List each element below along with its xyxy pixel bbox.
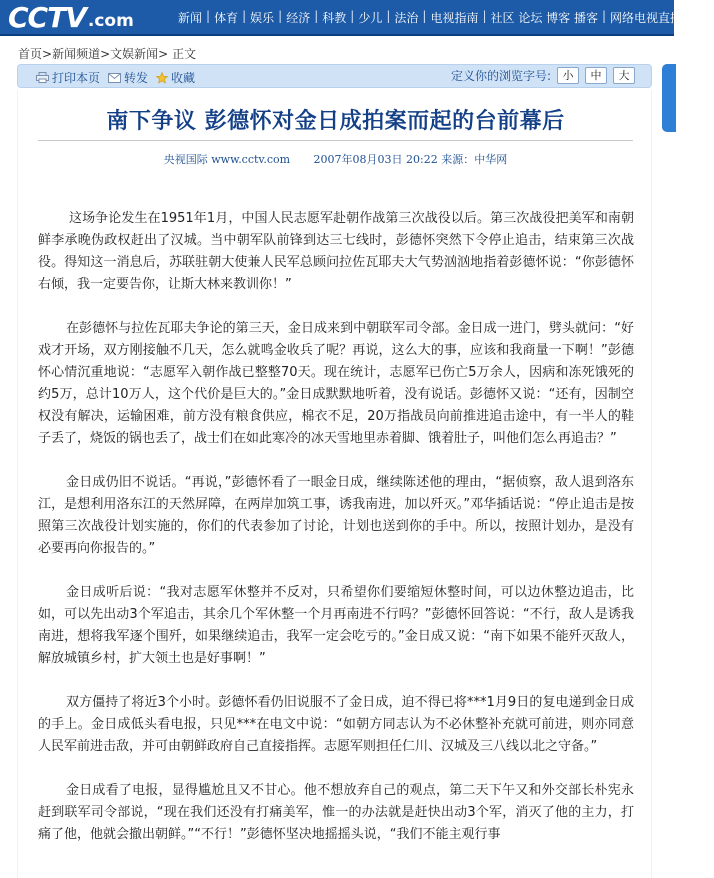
- star-icon: [156, 72, 168, 84]
- paragraph: 金日成仍旧不说话。“再说，”彭德怀看了一眼金日成，继续陈述他的理由，“据侦察，敌人退到洛东江，是想利用洛东江的天然屏障，在两岸加筑工事，诱我南进，加以歼灭。”邓华插话说：“停止追击是按照第三次战役计划实施的，你们的代表参加了讨论，计划也送到你的手中。所以，按照计划办，是没有必要再向你报告的。”: [38, 475, 634, 556]
- title-divider: [38, 140, 633, 141]
- nav-item-law[interactable]: 法治: [394, 11, 419, 25]
- paragraph: 金日成听后说：“我对志愿军休整并不反对，只希望你们要缩短休整时间，可以边休整边追击，比如，可以先出动3个军追击，其余几个军休整一个月再南进不行吗？”彭德怀回答说：“不行，敌人是诱我南进，想将我军逐个围歼，如果继续追击，我军一定会吃亏的。”金日成又说：“南下如果不能歼灭敌人，解放城镇乡村，扩大领土也是好事啊！”: [38, 585, 634, 666]
- article-body: [38, 208, 634, 868]
- nav-separator: |: [350, 9, 355, 23]
- nav-separator: |: [242, 9, 247, 23]
- breadcrumb-separator: >: [100, 47, 111, 61]
- breadcrumb: [18, 45, 196, 62]
- logo-suffix: .com: [87, 11, 134, 31]
- print-label: 打印本页: [52, 71, 101, 85]
- font-size-label: 定义你的浏览字号:: [450, 69, 551, 83]
- cctv-logo[interactable]: [8, 2, 134, 34]
- nav-item-entertainment[interactable]: 娱乐: [250, 11, 275, 25]
- article-toolbar: [17, 64, 652, 88]
- paragraph: 金日成看了电报，显得尴尬且又不甘心。他不想放弃自己的观点，第二天下午又和外交部长朴宪永赶到联军司令部说，“现在我们还没有打痛美军，惟一的办法就是赶快出动3个军，消灭了他的主力，打痛了他，他就会撤出朝鲜。”“不行！”彭德怀坚决地摇摇头说，“我们不能主观行事: [38, 783, 634, 842]
- breadcrumb-culture-news[interactable]: 文娱新闻: [110, 47, 159, 61]
- article-source: 央视国际 www.cctv.com: [163, 153, 291, 166]
- nav-separator: |: [482, 9, 487, 23]
- toolbar-actions: [36, 69, 203, 86]
- font-size-large-button[interactable]: 大: [613, 67, 635, 84]
- envelope-icon: [108, 73, 121, 83]
- paragraph: 这场争论发生在1951年1月，中国人民志愿军赴朝作战第三次战役以后。第三次战役把美军和南朝鲜李承晚伪政权赶出了汉城。当中朝军队前锋到达三七线时，彭德怀突然下令停止追击，结束第三次战役。得知这一消息后，苏联驻朝大使兼人民军总顾问拉佐瓦耶夫大气势汹汹地指着彭德怀说：“你彭德怀右倾，我一定要告你，让斯大林来教训你！”: [38, 211, 634, 292]
- logo-text: CCTV: [8, 1, 86, 34]
- top-navigation-bar: [0, 0, 710, 36]
- forward-label: 转发: [124, 71, 149, 85]
- nav-item-tv-guide[interactable]: 电视指南: [430, 11, 479, 25]
- article: [17, 90, 652, 878]
- nav-item-economy[interactable]: 经济: [286, 11, 311, 25]
- article-title: 南下争议 彭德怀对金日成拍案而起的台前幕后: [106, 109, 565, 134]
- breadcrumb-current: 正文: [172, 47, 197, 61]
- nav-separator: |: [386, 9, 391, 23]
- article-meta: [18, 151, 653, 167]
- forward-button[interactable]: [108, 69, 148, 86]
- nav-item-community[interactable]: 社区 论坛 博客 播客: [490, 11, 598, 25]
- nav-separator: |: [278, 9, 283, 23]
- paragraph: 双方僵持了将近3个小时。彭德怀看仍旧说服不了金日成，迫不得已将***1月9日的复电递到金日成的手上。金日成低头看电报，只见***在电文中说：“如朝方同志认为不必休整补充就可前进，则亦同意人民军前进击敌，并可由朝鲜政府自己直接指挥。志愿军则担任仁川、汉城及三八线以北之守备。”: [38, 695, 634, 754]
- nav-item-sports[interactable]: 体育: [214, 11, 239, 25]
- nav-item-kids[interactable]: 少儿: [358, 11, 383, 25]
- font-size-medium-button[interactable]: 中: [585, 67, 607, 84]
- breadcrumb-news-channel[interactable]: 新闻频道: [52, 47, 101, 61]
- nav-separator: |: [601, 9, 606, 23]
- font-size-small-button[interactable]: 小: [557, 67, 579, 84]
- breadcrumb-home[interactable]: 首页: [18, 47, 43, 61]
- nav-separator: |: [422, 9, 427, 23]
- article-date: 2007年08月03日 20:22 来源：中华网: [313, 153, 508, 166]
- favorite-button[interactable]: [156, 69, 195, 86]
- paragraph: 在彭德怀与拉佐瓦耶夫争论的第三天，金日成来到中朝联军司令部。金日成一进门，劈头就问：“好戏才开场，双方刚接触不几天，怎么就鸣金收兵了呢？再说，这么大的事，应该和我商量一下啊！”彭德怀心情沉重地说：“志愿军入朝作战已整整70天。现在统计，志愿军已伤亡5万余人，因病和冻死饿死的约5万，总计10万人，这个代价是巨大的。”金日成默默地听着，没有说话。彭德怀又说：“还有，因制空权没有解决，运输困难，前方没有粮食供应，棉衣不足，20万指战员向前推进追击途中，有一半人的鞋子丢了，烧饭的锅也丢了，战士们在如此寒冷的冰天雪地里赤着脚、饿着肚子，叫他们怎么再追击？”: [38, 321, 634, 446]
- nav-item-science-edu[interactable]: 科教: [322, 11, 347, 25]
- nav-separator: |: [206, 9, 211, 23]
- nav-item-live-tv[interactable]: 网络电视直播 点播: [610, 11, 710, 25]
- print-button[interactable]: [36, 69, 100, 86]
- breadcrumb-separator: >: [42, 47, 53, 61]
- side-float-tab[interactable]: [662, 64, 676, 132]
- favorite-label: 收藏: [171, 71, 196, 85]
- font-size-controls: [451, 67, 635, 84]
- nav-separator: |: [314, 9, 319, 23]
- top-nav: [174, 9, 714, 26]
- printer-icon: [36, 72, 49, 83]
- nav-item-news[interactable]: 新闻: [178, 11, 203, 25]
- breadcrumb-separator: >: [158, 47, 169, 61]
